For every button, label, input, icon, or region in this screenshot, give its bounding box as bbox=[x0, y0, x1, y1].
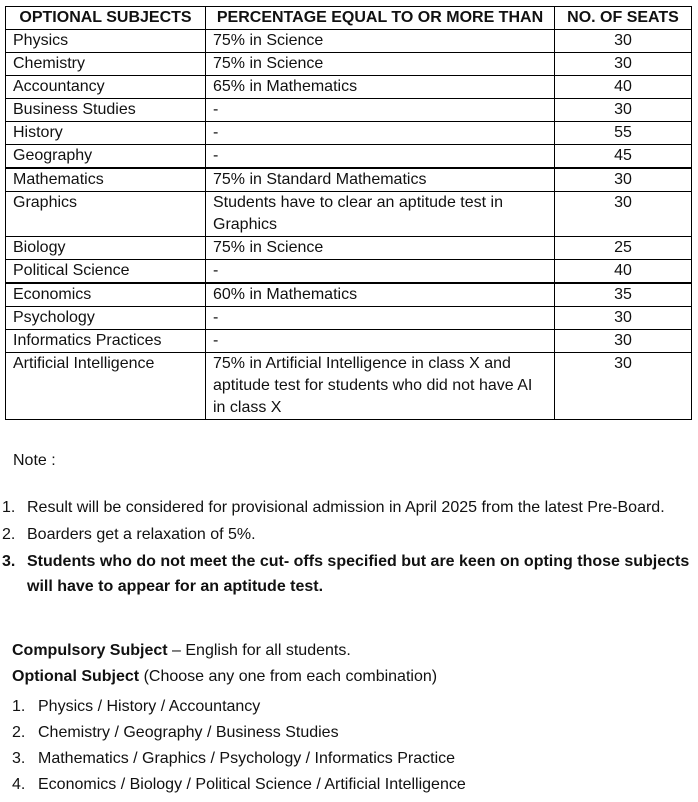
subject-cell: Economics bbox=[6, 283, 206, 307]
note-item bbox=[0, 522, 698, 547]
compulsory-label: Compulsory Subject bbox=[12, 642, 168, 659]
combination-text: Physics / History / Accountancy bbox=[38, 698, 261, 715]
note-number: 2. bbox=[2, 526, 16, 543]
subject-cell: Artificial Intelligence bbox=[6, 353, 206, 420]
table-row bbox=[6, 145, 692, 169]
percentage-cell: 60% in Mathematics bbox=[206, 283, 555, 307]
optional-subject bbox=[12, 668, 437, 686]
combination-number: 4. bbox=[12, 776, 26, 793]
subject-cell: History bbox=[6, 122, 206, 145]
combination-number: 3. bbox=[12, 750, 26, 767]
combination-text: Chemistry / Geography / Business Studies bbox=[38, 724, 339, 741]
percentage-cell: - bbox=[206, 260, 555, 284]
subject-cell: Accountancy bbox=[6, 76, 206, 99]
table-row bbox=[6, 260, 692, 284]
header-subjects: OPTIONAL SUBJECTS bbox=[6, 7, 206, 30]
seats-cell: 30 bbox=[555, 192, 692, 237]
cutoff-table bbox=[5, 6, 692, 420]
percentage-cell: 75% in Artificial Intelligence in class X and aptitude test for students who did not have AI in class X bbox=[206, 353, 555, 420]
combination-text: Economics / Biology / Political Science / Artificial Intelligence bbox=[38, 776, 466, 793]
seats-cell: 30 bbox=[555, 353, 692, 420]
compulsory-text: – English for all students. bbox=[167, 642, 351, 659]
seats-cell: 30 bbox=[555, 168, 692, 192]
list-item bbox=[12, 720, 466, 746]
table-row bbox=[6, 122, 692, 145]
percentage-cell: - bbox=[206, 330, 555, 353]
subject-cell: Physics bbox=[6, 30, 206, 53]
table-row bbox=[6, 168, 692, 192]
note-item bbox=[0, 495, 698, 520]
subject-cell: Chemistry bbox=[6, 53, 206, 76]
note-number: 3. bbox=[2, 553, 16, 570]
list-item bbox=[12, 772, 466, 798]
subject-cell: Informatics Practices bbox=[6, 330, 206, 353]
percentage-cell: 75% in Science bbox=[206, 237, 555, 260]
subject-cell: Biology bbox=[6, 237, 206, 260]
percentage-cell: 65% in Mathematics bbox=[206, 76, 555, 99]
subject-cell: Graphics bbox=[6, 192, 206, 237]
table-row bbox=[6, 330, 692, 353]
table-row bbox=[6, 76, 692, 99]
notes-list bbox=[0, 495, 698, 601]
percentage-cell: 75% in Science bbox=[206, 30, 555, 53]
seats-cell: 40 bbox=[555, 76, 692, 99]
table-row bbox=[6, 237, 692, 260]
seats-cell: 35 bbox=[555, 283, 692, 307]
note-item bbox=[0, 549, 698, 599]
subject-cell: Psychology bbox=[6, 307, 206, 330]
seats-cell: 30 bbox=[555, 30, 692, 53]
percentage-cell: - bbox=[206, 122, 555, 145]
combination-list bbox=[12, 694, 466, 798]
percentage-cell: - bbox=[206, 99, 555, 122]
table-row bbox=[6, 53, 692, 76]
table-row bbox=[6, 30, 692, 53]
note-number: 1. bbox=[2, 499, 16, 516]
compulsory-subject bbox=[12, 642, 351, 660]
note-label: Note : bbox=[13, 452, 56, 469]
seats-cell: 30 bbox=[555, 53, 692, 76]
table-row bbox=[6, 307, 692, 330]
header-seats: NO. OF SEATS bbox=[555, 7, 692, 30]
combination-number: 2. bbox=[12, 724, 26, 741]
seats-cell: 30 bbox=[555, 307, 692, 330]
percentage-cell: - bbox=[206, 145, 555, 169]
subject-cell: Political Science bbox=[6, 260, 206, 284]
seats-cell: 45 bbox=[555, 145, 692, 169]
subject-cell: Mathematics bbox=[6, 168, 206, 192]
seats-cell: 55 bbox=[555, 122, 692, 145]
table-row bbox=[6, 283, 692, 307]
seats-cell: 30 bbox=[555, 330, 692, 353]
percentage-cell: 75% in Science bbox=[206, 53, 555, 76]
optional-text: (Choose any one from each combination) bbox=[139, 668, 438, 685]
table-row bbox=[6, 353, 692, 420]
subject-cell: Business Studies bbox=[6, 99, 206, 122]
subject-cell: Geography bbox=[6, 145, 206, 169]
combination-text: Mathematics / Graphics / Psychology / Informatics Practice bbox=[38, 750, 456, 767]
combination-number: 1. bbox=[12, 698, 26, 715]
table-header-row bbox=[6, 7, 692, 30]
note-text: Students who do not meet the cut- offs specified but are keen on opting those subjects will have to appear for an aptitude test. bbox=[27, 553, 690, 595]
seats-cell: 30 bbox=[555, 99, 692, 122]
header-percentage: PERCENTAGE EQUAL TO OR MORE THAN bbox=[206, 7, 555, 30]
note-text: Result will be considered for provisional admission in April 2025 from the latest Pre-Board. bbox=[27, 499, 665, 516]
percentage-cell: 75% in Standard Mathematics bbox=[206, 168, 555, 192]
seats-cell: 40 bbox=[555, 260, 692, 284]
table-row bbox=[6, 99, 692, 122]
optional-label: Optional Subject bbox=[12, 668, 140, 685]
note-text: Boarders get a relaxation of 5%. bbox=[27, 526, 256, 543]
percentage-cell: Students have to clear an aptitude test in Graphics bbox=[206, 192, 555, 237]
list-item bbox=[12, 694, 466, 720]
seats-cell: 25 bbox=[555, 237, 692, 260]
list-item bbox=[12, 746, 466, 772]
percentage-cell: - bbox=[206, 307, 555, 330]
table-row bbox=[6, 192, 692, 237]
